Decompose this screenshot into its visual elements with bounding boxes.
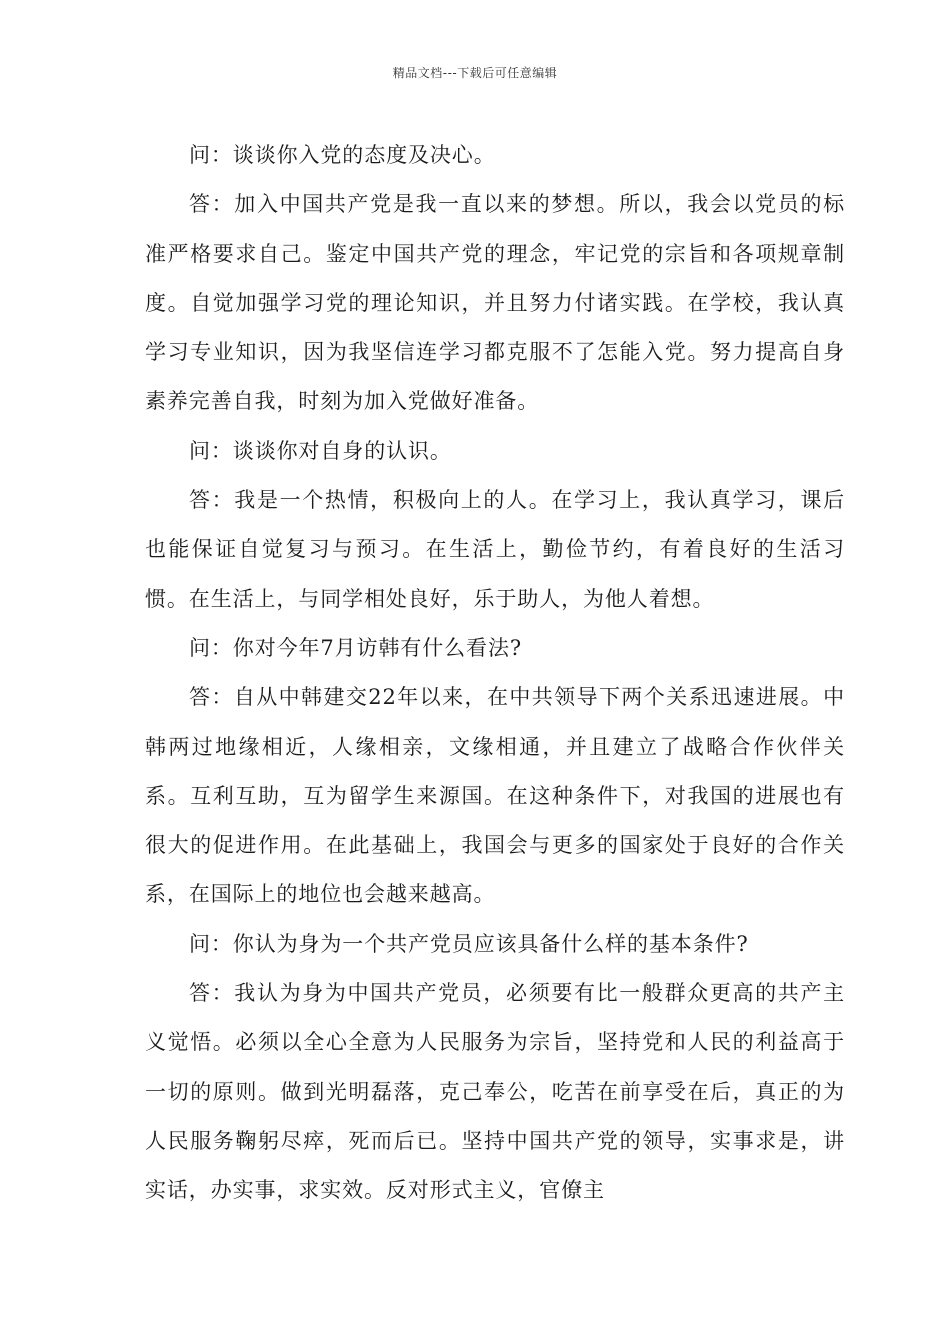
answer-paragraph: 答：自从中韩建交22年以来，在中共领导下两个关系迅速进展。中韩两过地缘相近，人缘相亲，文缘相通，并且建立了战略合作伙伴关系。互利互助，互为留学生来源国。在这种条件下，对我国的进展也有很大的促进作用。在此基础上，我国会与更多的国家处于良好的合作关系，在国际上的地位也会越来越高。 (145, 685, 845, 907)
question-paragraph: 问：你对今年7月访韩有什么看法? (189, 635, 523, 660)
document-body (145, 131, 845, 1216)
answer-paragraph: 答：我认为身为中国共产党员，必须要有比一般群众更高的共产主义觉悟。必须以全心全意为人民服务为宗旨，坚持党和人民的利益高于一切的原则。做到光明磊落，克己奉公，吃苦在前享受在后，真正的为人民服务鞠躬尽瘁，死而后已。坚持中国共产党的领导，实事求是，讲实话，办实事，求实效。反对形式主义，官僚主 (145, 981, 845, 1203)
question-paragraph: 问：谈谈你对自身的认识。 (189, 438, 452, 463)
question-paragraph: 问：你认为身为一个共产党员应该具备什么样的基本条件? (189, 931, 749, 956)
page-header: 精品文档---下载后可任意编辑 (392, 66, 558, 80)
answer-paragraph: 答：我是一个热情，积极向上的人。在学习上，我认真学习，课后也能保证自觉复习与预习。在生活上，勤俭节约，有着良好的生活习惯。在生活上，与同学相处良好，乐于助人，为他人着想。 (145, 488, 845, 611)
answer-paragraph: 答：加入中国共产党是我一直以来的梦想。所以，我会以党员的标准严格要求自己。鉴定中国共产党的理念，牢记党的宗旨和各项规章制度。自觉加强学习党的理论知识，并且努力付诸实践。在学校，我认真学习专业知识，因为我坚信连学习都克服不了怎能入党。努力提高自身素养完善自我，时刻为加入党做好准备。 (145, 192, 845, 414)
question-paragraph: 问：谈谈你入党的态度及决心。 (189, 143, 496, 167)
